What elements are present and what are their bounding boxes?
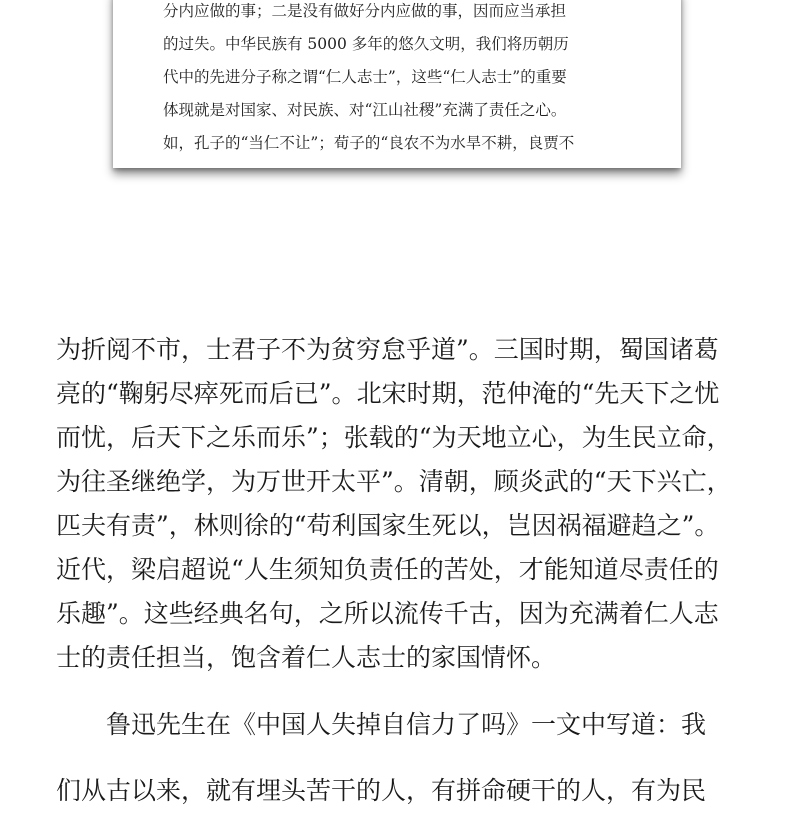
page-preview-card: [113, 0, 681, 168]
body-line: 士的责任担当，饱含着仁人志士的家国情怀。: [56, 643, 557, 672]
body-line: 亮的“鞠躬尽瘁死而后已”。北宋时期，范仲淹的“先天下之忧: [56, 379, 720, 408]
body-line: 为往圣继绝学，为万世开太平”。清朝，顾炎武的“天下兴亡，: [56, 467, 732, 496]
body-line: 匹夫有责”，林则徐的“苟利国家生死以，岂因祸福避趋之”。: [56, 511, 720, 540]
preview-line: 的过失。中华民族有 5000 多年的悠久文明，我们将历朝历: [163, 35, 569, 53]
preview-line: 代中的先进分子称之谓“仁人志士”，这些“仁人志士”的重要: [163, 68, 567, 86]
paragraph-first-line: 鲁迅先生在《中国人失掉自信力了吗》一文中写道：我: [106, 710, 707, 739]
body-line: 乐趣”。这些经典名句，之所以流传千古，因为充满着仁人志: [56, 599, 719, 628]
body-line: 而忧，后天下之乐而乐”；张载的“为天地立心，为生民立命，: [56, 423, 732, 452]
preview-line: 体现就是对国家、对民族、对“江山社稷”充满了责任之心。: [163, 101, 567, 119]
body-line: 们从古以来，就有埋头苦干的人，有拼命硬干的人，有为民: [56, 776, 707, 805]
body-line: 近代，梁启超说“人生须知负责任的苦处，才能知道尽责任的: [56, 555, 719, 584]
body-line: 为折阅不市，士君子不为贫穷怠乎道”。三国时期，蜀国诸葛: [56, 335, 719, 364]
preview-line: 如，孔子的“当仁不让”；荀子的“良农不为水旱不耕，良贾不: [163, 134, 575, 152]
preview-line: 分内应做的事；二是没有做好分内应做的事，因而应当承担: [163, 2, 567, 20]
